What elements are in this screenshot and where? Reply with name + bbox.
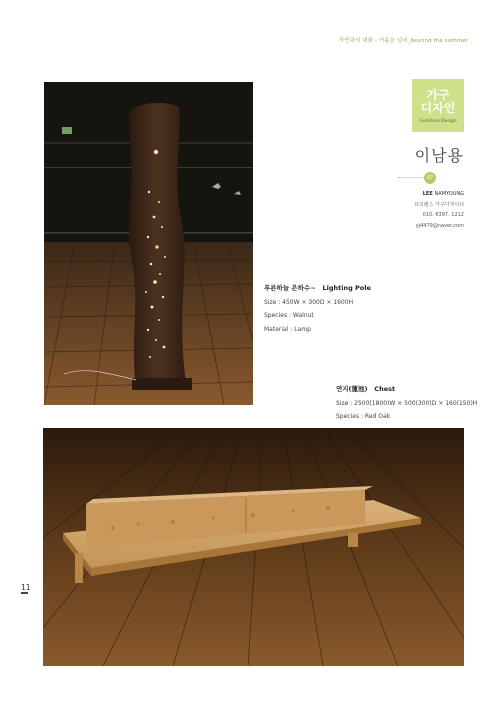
designer-name-en (414, 189, 464, 200)
page-number: 11 (21, 583, 31, 592)
lighting-pole-image (44, 82, 253, 405)
chest-photo (43, 428, 464, 666)
work-material: Material : Lamp (264, 325, 311, 333)
designer-profile (414, 189, 464, 231)
work-title-ko: 연지(蓮池) (336, 385, 368, 393)
designer-name-ko: 이남용 (414, 146, 464, 165)
work-species: Species : Red Oak (336, 413, 391, 420)
work-caption-chest (336, 383, 477, 424)
designer-email: yj4479@naver.com (415, 222, 464, 229)
work-size: Size : 450W × 300D × 1600H (264, 298, 354, 306)
profile-badge: 07 (424, 172, 436, 184)
category-title-en: Furniture Design (419, 119, 457, 124)
lighting-pole-photo (44, 82, 253, 405)
work-caption-lighting-pole (264, 282, 371, 336)
work-title (336, 383, 477, 397)
work-title-ko: 푸른하늘 은하수~ (264, 284, 316, 292)
work-species: Species : Walnut (264, 312, 314, 319)
designer-given-name: NAMYOUNG (434, 191, 464, 197)
work-size: Size : 2500(1800)W × 500(300)D × 160(150)H (336, 399, 478, 407)
section-header-title: 자연과의 대화 - 여름을 넘어_beyond the summer (338, 38, 468, 44)
category-label-box (412, 79, 464, 132)
designer-family-name: LEE (422, 191, 433, 197)
work-title-en: Lighting Pole (322, 284, 371, 292)
designer-role: 프리랜스 가구디자이너 (414, 201, 464, 208)
work-title-en: Chest (374, 385, 396, 393)
page-number-bar (21, 592, 28, 594)
designer-phone: 010. 6397. 1212 (422, 212, 464, 218)
work-title (264, 282, 371, 296)
dotted-divider (398, 177, 424, 178)
category-title-ko: 가구 디자인 (420, 88, 456, 115)
chest-image (43, 428, 464, 666)
